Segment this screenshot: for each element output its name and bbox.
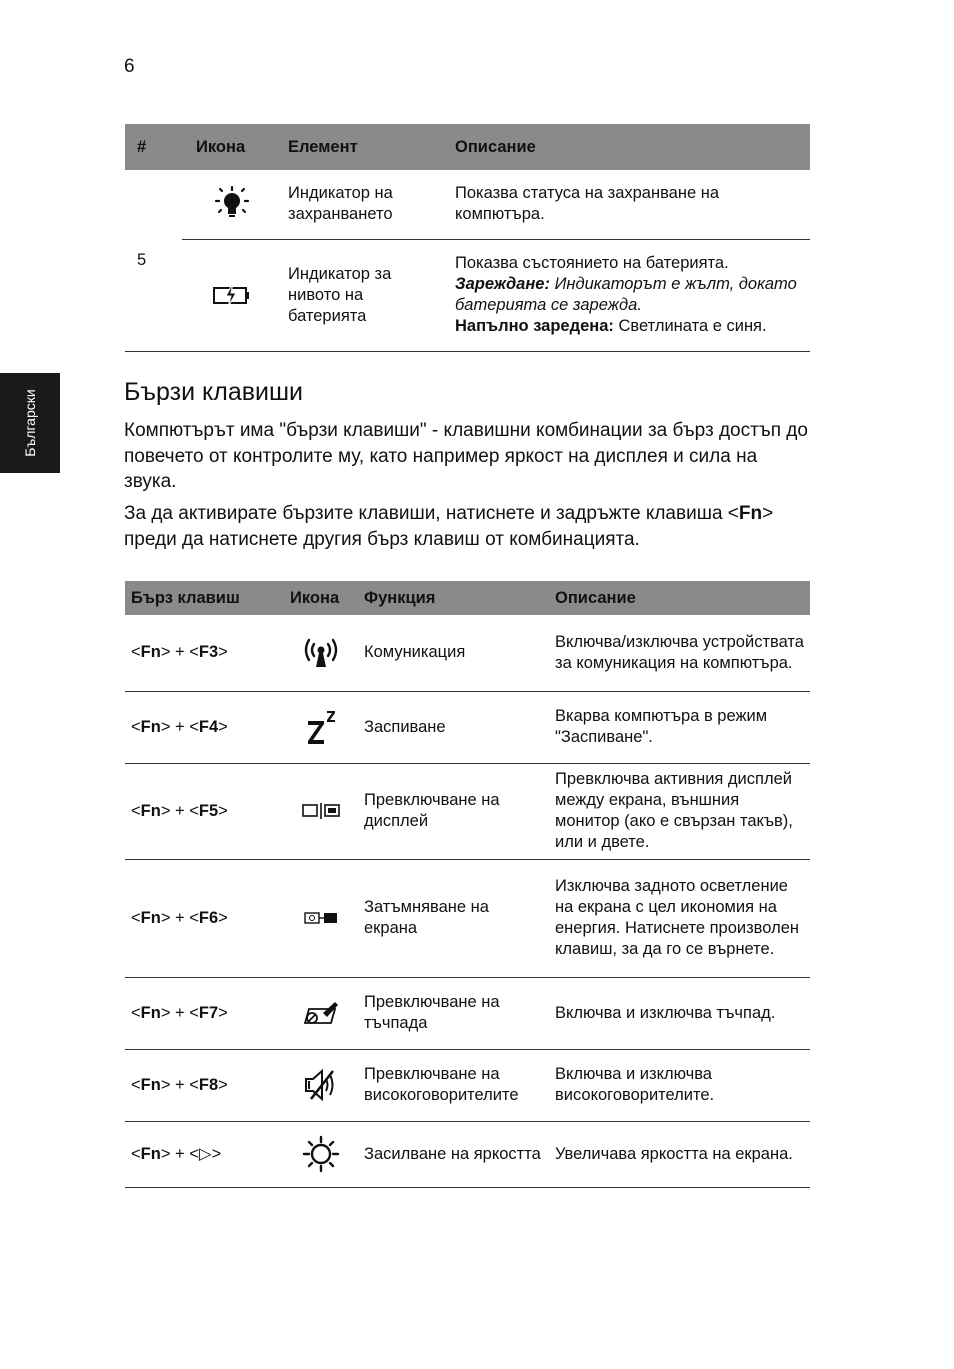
function-description: Увеличава яркостта на екрана.	[549, 1121, 810, 1187]
header-description: Описание	[549, 581, 810, 615]
table-row	[125, 859, 810, 977]
function-name: Превключване на тъчпада	[358, 977, 549, 1049]
table-header-row	[125, 124, 810, 170]
full-line	[455, 316, 804, 337]
activation-text-post: > преди да натиснете другия бърз клавиш от комбинацията.	[124, 503, 774, 550]
function-name: Засилване на яркостта	[358, 1121, 549, 1187]
charging-text: Индикаторът е жълт, докато батерията се зарежда.	[455, 275, 797, 314]
wireless-communication-icon	[301, 637, 341, 669]
charging-line	[455, 274, 804, 316]
header-function: Функция	[358, 581, 549, 615]
section-title: Бързи клавиши	[124, 378, 304, 406]
touchpad-toggle-icon	[301, 999, 341, 1027]
icon-cell	[284, 1049, 358, 1121]
light-bulb-icon	[213, 185, 251, 223]
sleep-zz-icon	[301, 707, 341, 747]
function-description: Включва и изключва тъчпад.	[549, 977, 810, 1049]
table-row	[125, 691, 810, 763]
hotkey-table	[125, 581, 810, 1188]
hotkey-combo: <Fn> + <F5>	[125, 763, 284, 859]
icon-cell	[284, 763, 358, 859]
icon-cell	[284, 859, 358, 977]
header-icon: Икона	[182, 124, 282, 170]
table-row	[125, 977, 810, 1049]
table-row	[125, 1049, 810, 1121]
hotkey-combo: <Fn> + <F7>	[125, 977, 284, 1049]
hotkey-combo: <Fn> + <F4>	[125, 691, 284, 763]
side-tab-label: Български	[22, 389, 38, 457]
function-description: Включва/изключва устройствата за комуникация на компютъра.	[549, 615, 810, 691]
icon-cell	[284, 1121, 358, 1187]
icon-cell	[284, 691, 358, 763]
function-description: Включва и изключва високоговорителите.	[549, 1049, 810, 1121]
language-side-tab	[0, 373, 60, 473]
hotkey-combo: <Fn> + <F8>	[125, 1049, 284, 1121]
icon-cell	[284, 977, 358, 1049]
header-number: #	[125, 124, 182, 170]
function-name: Комуникация	[358, 615, 549, 691]
table-row	[125, 1121, 810, 1187]
brightness-up-icon	[301, 1134, 341, 1174]
function-description: Превключва активния дисплей между екрана, външния монитор (ако е свързан такъв), или и двете.	[549, 763, 810, 859]
element-description	[449, 239, 810, 351]
full-text: Светлината е синя.	[618, 317, 767, 335]
indicator-table	[125, 124, 810, 352]
battery-charge-icon	[212, 281, 252, 309]
row-number: 5	[125, 170, 182, 351]
charging-label: Зареждане:	[455, 275, 550, 293]
element-name: Индикатор за нивото на батерията	[282, 239, 449, 351]
hotkey-combo: <Fn> + <▷>	[125, 1121, 284, 1187]
function-description: Вкарва компютъра в режим "Заспиване".	[549, 691, 810, 763]
table-header-row	[125, 581, 810, 615]
speaker-mute-icon	[301, 1068, 341, 1102]
battery-desc-line: Показва състоянието на батерията.	[455, 254, 729, 272]
function-name: Превключване на високоговорителите	[358, 1049, 549, 1121]
header-hotkey: Бърз клавиш	[125, 581, 284, 615]
icon-cell	[182, 170, 282, 239]
icon-cell	[182, 239, 282, 351]
element-description: Показва статуса на захранване на компютъра.	[449, 170, 810, 239]
page-number: 6	[124, 56, 135, 77]
display-toggle-icon	[301, 801, 341, 821]
function-name: Превключване на дисплей	[358, 763, 549, 859]
table-row	[125, 615, 810, 691]
header-element: Елемент	[282, 124, 449, 170]
table-row	[125, 239, 810, 351]
screen-blank-icon	[301, 908, 341, 928]
function-description: Изключва задното осветление на екрана с цел икономия на енергия. Натиснете произволен клавиш, за да го се върнете.	[549, 859, 810, 977]
table-row	[125, 763, 810, 859]
arrow-key-glyph: ▷	[198, 1144, 212, 1163]
fn-key-label: Fn	[738, 503, 763, 524]
function-name: Затъмняване на екрана	[358, 859, 549, 977]
element-name: Индикатор на захранването	[282, 170, 449, 239]
table-row	[125, 170, 810, 239]
hotkey-combo: <Fn> + <F3>	[125, 615, 284, 691]
full-label: Напълно заредена:	[455, 317, 614, 335]
header-description: Описание	[449, 124, 810, 170]
activation-paragraph	[124, 501, 814, 552]
icon-cell	[284, 615, 358, 691]
header-icon: Икона	[284, 581, 358, 615]
activation-text-pre: За да активирате бързите клавиши, натиснете и задръжте клавиша <	[124, 503, 739, 524]
hotkey-combo: <Fn> + <F6>	[125, 859, 284, 977]
intro-paragraph: Компютърът има "бързи клавиши" - клавишни комбинации за бърз достъп до повечето от контролите му, като например яркост на дисплея и сила на звука.	[124, 420, 808, 492]
function-name: Заспиване	[358, 691, 549, 763]
